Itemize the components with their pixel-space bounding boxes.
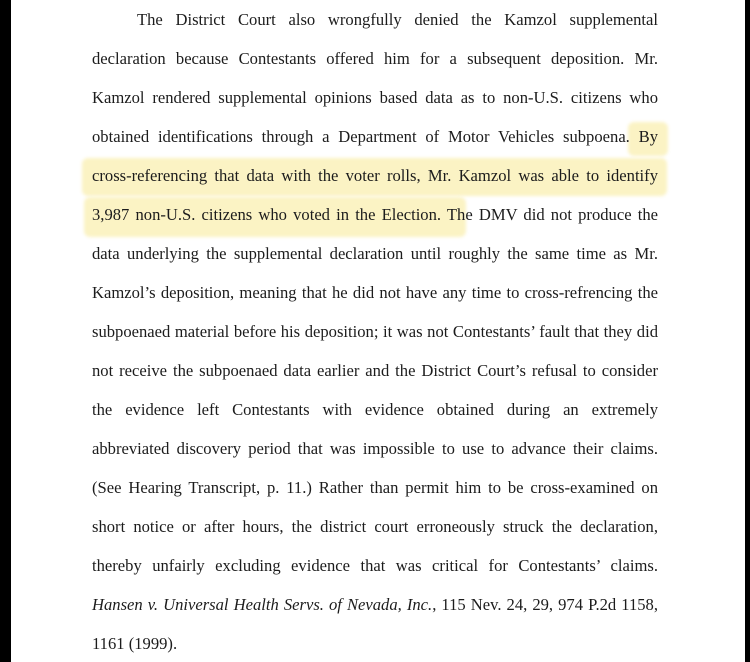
paragraph-line-10: not receive the subpoenaed data earlier and the District Court’s refusal to consider [92,361,658,380]
citation-continuation: 1161 (1999). [92,634,178,653]
citation-reporter: , 115 Nev. 24, 29, 974 P.2d 1158, [432,595,659,614]
paragraph-line-8: Kamzol’s deposition, meaning that he did not have any time to cross-refrencing the [92,283,658,302]
paragraph-line-13: (See Hearing Transcript, p. 11.) Rather than permit him to be cross-examined on [92,478,658,497]
paragraph-line-9: subpoenaed material before his deposition; it was not Contestants’ fault that they did [92,322,658,341]
right-frame-border [745,0,750,662]
paragraph-line-15: thereby unfairly excluding evidence that was critical for Contestants’ claims. [92,556,658,575]
paragraph-line-14: short notice or after hours, the district court erroneously struck the declaration, [92,517,658,536]
paragraph-line-7: data underlying the supplemental declaration until roughly the same time as Mr. [92,244,658,263]
paragraph-line-4: obtained identifications through a Department of Motor Vehicles subpoena. By [92,127,658,146]
paragraph-line-11: the evidence left Contestants with evidence obtained during an extremely [92,400,658,419]
paragraph-line-2: declaration because Contestants offered him for a subsequent deposition. Mr. [92,49,658,68]
left-frame-border [0,0,11,662]
paragraph-line-5: cross-referencing that data with the voter rolls, Mr. Kamzol was able to identify [92,166,658,185]
paragraph-line-6: 3,987 non-U.S. citizens who voted in the Election. The DMV did not produce the [92,205,658,224]
citation-case-name: Hansen v. Universal Health Servs. of Nevada, Inc. [92,595,433,614]
paragraph-line-1: The District Court also wrongfully denied the Kamzol supplemental [137,10,658,29]
paragraph-line-3: Kamzol rendered supplemental opinions based data as to non-U.S. citizens who [92,88,658,107]
paragraph-line-12: abbreviated discovery period that was impossible to use to advance their claims. [92,439,658,458]
citation-line [92,595,658,615]
